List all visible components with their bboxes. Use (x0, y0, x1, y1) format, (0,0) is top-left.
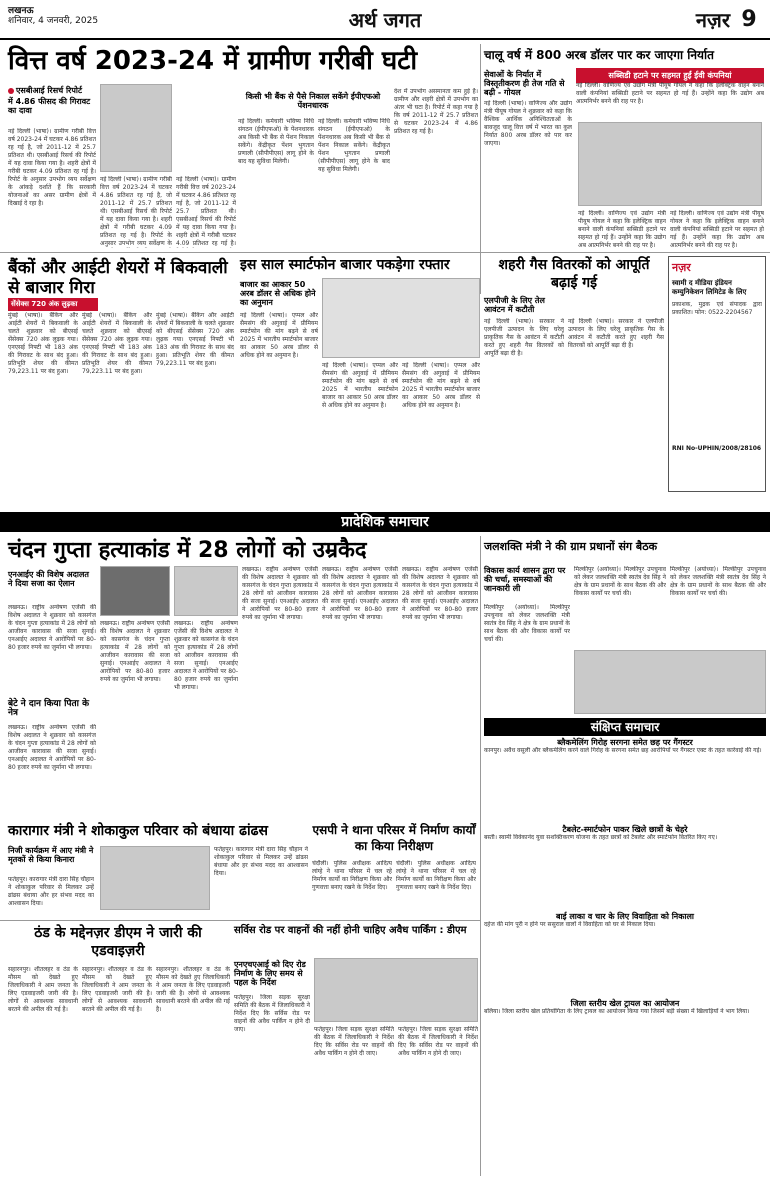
murder-text: लखनऊ। राष्ट्रीय अन्वेषण एजेंसी की विशेष अदालत ने शुक्रवार को कासगंज के चंदन गुप्ता हत्याकांड में 28 लोगों को आजीवन कारावास की सजा सुनाई। एनआईए अदालत ने आरोपियों पर 80-80 हजार रुपये का जुर्माना भी लगाया। (8, 604, 96, 651)
brief-list (484, 738, 766, 1176)
stocks-kicker: सेंसेक्स 720 अंक लुढ़का (8, 298, 98, 311)
bullet-icon (8, 88, 14, 94)
brief-item-headline: जिला स्तरीय खेल ट्रायल का आयोजन (570, 999, 680, 1008)
stocks-text-col2: मुंबई (भाषा)। बैंकिंग और आईटी शेयरों में बिकवाली के चलते शुक्रवार को बीएसई सेंसेक्स 720 अंक लुढ़क गया। एनएसई निफ्टी भी 183 अंक की गिरावट के साथ बंद हुआ। प्रतिभूति शेयर की कीमत 79,223.11 पर बंद हुआ। (82, 312, 152, 375)
murder-text-b: लखनऊ। राष्ट्रीय अन्वेषण एजेंसी की विशेष अदालत ने शुक्रवार को कासगंज के चंदन गुप्ता हत्याकांड में 28 लोगों को आजीवन कारावास की सजा सुनाई। एनआईए अदालत ने आरोपियों पर 80-80 हजार रुपये का जुर्माना भी लगाया। (8, 724, 96, 771)
minister-photo (578, 122, 762, 206)
gas-text: नई दिल्ली (भाषा)। सरकार ने एलपीजी उत्पादन के लिए घरेलू प्राकृतिक गैस के आवंटन में कटौती करते हुए शहरी गैस वितरकों को आपूर्ति बढ़ा दी है। (484, 318, 564, 357)
brief-item (484, 738, 766, 821)
parking-text: फतेहपुर। जिला सड़क सुरक्षा समिति की बैठक में जिलाधिकारी ने निर्देश दिए कि सर्विस रोड पर वाहनों की अवैध पार्किंग न होने दी जाए। (234, 994, 310, 1033)
main-story-text-col3: नई दिल्ली (भाषा)। ग्रामीण गरीबी वित्त वर्ष 2023-24 में घटकर 4.86 प्रतिशत रह गई है, जो 2011-12 में 25.7 प्रतिशत थी। एसबीआई रिसर्च की रिपोर्ट में यह दावा किया गया है। शहरी क्षेत्रों में गरीबी घटकर 4.09 प्रतिशत रह गई है। (176, 176, 236, 247)
main-story-text-col2: नई दिल्ली (भाषा)। ग्रामीण गरीबी वित्त वर्ष 2023-24 में घटकर 4.86 प्रतिशत रह गई है, जो 2011-12 में 25.7 प्रतिशत थी। एसबीआई रिसर्च की रिपोर्ट में यह दावा किया गया है। शहरी क्षेत्रों में गरीबी घटकर 4.09 प्रतिशत रह गई है। रिपोर्ट के अनुसार उपभोग व्यय सर्वेक्षण के (100, 176, 172, 247)
jail-photo (100, 846, 210, 910)
murder-text-col6: लखनऊ। राष्ट्रीय अन्वेषण एजेंसी की विशेष अदालत ने शुक्रवार को कासगंज के चंदन गुप्ता हत्याकांड में 28 लोगों को आजीवन कारावास की सजा सुनाई। एनआईए अदालत ने आरोपियों पर 80-80 हजार रुपये का जुर्माना भी लगाया। (402, 566, 478, 621)
minister-text-col3: मिल्कीपुर (अयोध्या)। मिल्कीपुर उपचुनाव को लेकर जलशक्ति मंत्री स्वतंत्र देव सिंह ने क्षेत्र के ग्राम प्रधानों के साथ बैठक की और विकास कार्यों पर चर्चा की। (670, 566, 766, 597)
column-divider (480, 536, 481, 1176)
bank-text: नई दिल्ली। कर्मचारी भविष्य निधि संगठन (ईपीएफओ) के पेंशनधारक अब किसी भी बैंक से पेंशन निकाल सकेंगे। केंद्रीकृत पेंशन भुगतान प्रणाली (सीपीपीएस) लागू होने के बाद यह सुविधा मिलेगी। (238, 118, 314, 165)
minister-kicker: विकास कार्य शासन द्वारा पर की चर्चा, समस्याओं की जानकारी ली (484, 566, 566, 593)
jail-headline: कारागार मंत्री ने शोकाकुल परिवार को बंधाया ढांढस (8, 823, 268, 839)
subsidy-headline: सब्सिडी हटाने पर सहमत हुईं ईवी कंपनियां (576, 68, 764, 83)
imprint-reg: RNI No-UPHIN/2008/28106 (672, 445, 762, 452)
regional-section-bar: प्रादेशिक समाचार (0, 512, 770, 532)
brief-item-text: दहेज की मांग पूरी न होने पर ससुराल वालों ने विवाहिता को घर से निकाल दिया। (484, 921, 656, 928)
export-headline: चालू वर्ष में 800 अरब डॉलर पार कर जाएगा निर्यात (484, 48, 714, 62)
smartphone-text-col3: नई दिल्ली (भाषा)। एप्पल और सैमसंग की अगुवाई में प्रीमियम स्मार्टफोन की मांग बढ़ने से वर्ष 2025 में भारतीय स्मार्टफोन बाजार का आकार 50 अरब डॉलर से अधिक होने का अनुमान है। (402, 362, 480, 409)
murder-text-col3: लखनऊ। राष्ट्रीय अन्वेषण एजेंसी की विशेष अदालत ने शुक्रवार को कासगंज के चंदन गुप्ता हत्याकांड में 28 लोगों को आजीवन कारावास की सजा सुनाई। एनआईए अदालत ने आरोपियों पर 80-80 हजार रुपये का जुर्माना भी लगाया। (174, 620, 238, 691)
minister-text-col2: मिल्कीपुर (अयोध्या)। मिल्कीपुर उपचुनाव को लेकर जलशक्ति मंत्री स्वतंत्र देव सिंह ने क्षेत्र के ग्राम प्रधानों के साथ बैठक की और विकास कार्यों पर चर्चा की। (574, 566, 666, 597)
parking-text-col2: फतेहपुर। जिला सड़क सुरक्षा समिति की बैठक में जिलाधिकारी ने निर्देश दिए कि सर्विस रोड पर वाहनों की अवैध पार्किंग न होने दी जाए। (314, 1026, 394, 1057)
stocks-text: मुंबई (भाषा)। बैंकिंग और आईटी शेयरों में बिकवाली के चलते शुक्रवार को बीएसई सेंसेक्स 720 अंक लुढ़क गया। एनएसई निफ्टी भी 183 अंक की गिरावट के साथ बंद हुआ। प्रतिभूति शेयर की कीमत 79,223.11 पर बंद हुआ। (8, 312, 78, 375)
main-kicker (8, 86, 98, 115)
imprint-title: स्वामी द मीडिया इंडियन कम्युनिकेशन लिमिटेड के लिए (672, 279, 747, 296)
parking-text-col3: फतेहपुर। जिला सड़क सुरक्षा समिति की बैठक में जिलाधिकारी ने निर्देश दिए कि सर्विस रोड पर वाहनों की अवैध पार्किंग न होने दी जाए। (398, 1026, 478, 1057)
main-kicker-text: एसबीआई रिसर्च रिपोर्ट (16, 86, 82, 95)
main-kicker-sub: में 4.86 फीसद की गिरावट का दावा (8, 97, 91, 115)
subsidy-text: नई दिल्ली। वाणिज्य एवं उद्योग मंत्री पीयूष गोयल ने कहा कि इलेक्ट्रिक वाहन बनाने वाली कंपनियां सब्सिडी हटाने पर सहमत हो गई हैं। उन्होंने कहा कि उद्योग अब आत्मनिर्भर बनने की राह पर है। (576, 82, 764, 105)
masthead-rule (0, 38, 770, 40)
brief-item-headline: ब्लैकमेलिंग गिरोह सरगना समेत छह पर गैंगस्टर (557, 738, 693, 747)
stocks-text-col3: मुंबई (भाषा)। बैंकिंग और आईटी शेयरों में बिकवाली के चलते शुक्रवार को बीएसई सेंसेक्स 720 अंक लुढ़क गया। एनएसई निफ्टी भी 183 अंक की गिरावट के साथ बंद हुआ। प्रतिभूति शेयर की कीमत 79,223.11 पर बंद हुआ। (156, 312, 234, 367)
brief-item-text: बलिया। जिला स्तरीय खेल प्रतियोगिता के लिए ट्रायल का आयोजन किया गया जिसमें बड़ी संख्या में खिलाड़ियों ने भाग लिया। (484, 1008, 750, 1015)
smartphone-headline: इस साल स्मार्टफोन बाजार पकड़ेगा रफ्तार (240, 257, 450, 273)
cold-text-col2: सहारनपुर। शीतलहर व ठंड के मौसम को देखते हुए जिलाधिकारी ने आम जनता के लिए एडवाइजरी जारी की है। लोगों से आवश्यक सावधानी बरतने की अपील की गई है। (82, 966, 152, 1013)
row-divider (0, 252, 770, 253)
gas-text-col2: नई दिल्ली (भाषा)। सरकार ने एलपीजी उत्पादन के लिए घरेलू प्राकृतिक गैस के आवंटन में कटौती करते हुए शहरी गैस वितरकों को आपूर्ति बढ़ा दी है। (568, 318, 664, 349)
masthead-date: शनिवार, 4 जनवरी, 2025 (8, 16, 99, 26)
section-title: अर्थ जगत (348, 7, 422, 32)
parking-headline: सर्विस रोड पर वाहनों की नहीं होनी चाहिए अवैध पार्किंग : डीएम (234, 925, 467, 936)
bank-text-col2: नई दिल्ली। कर्मचारी भविष्य निधि संगठन (ईपीएफओ) के पेंशनधारक अब किसी भी बैंक से पेंशन निकाल सकेंगे। केंद्रीकृत पेंशन भुगतान प्रणाली (सीपीपीएस) लागू होने के बाद यह सुविधा मिलेगी। (318, 118, 390, 173)
imprint-text: प्रकाशक, मुद्रक एवं संपादक द्वारा प्रकाशित। फोन: 0522-2204567 (672, 301, 762, 316)
imprint-box (668, 256, 766, 492)
jail-kicker: निजी कार्यक्रम में आए मंत्री ने मृतकों से किया किनारा (8, 846, 94, 864)
sp-text: चंदौली। पुलिस अधीक्षक आदित्य लांग्हे ने थाना परिसर में चल रहे निर्माण कार्यों का निरीक्षण किया और गुणवत्ता बनाए रखने के निर्देश दिए। (312, 860, 392, 891)
murder-text-col5: लखनऊ। राष्ट्रीय अन्वेषण एजेंसी की विशेष अदालत ने शुक्रवार को कासगंज के चंदन गुप्ता हत्याकांड में 28 लोगों को आजीवन कारावास की सजा सुनाई। एनआईए अदालत ने आरोपियों पर 80-80 हजार रुपये का जुर्माना भी लगाया। (322, 566, 398, 621)
rural-text: देश में उपभोग असमानता कम हुई है। ग्रामीण और शहरी क्षेत्रों में उपभोग का अंतर भी घटा है। रिपोर्ट में कहा गया है कि वर्ष 2011-12 में 25.7 प्रतिशत से घटकर 2023-24 में 4.86 प्रतिशत रह गई है। (394, 88, 478, 135)
parking-photo (314, 958, 478, 1022)
main-story-text: नई दिल्ली (भाषा)। ग्रामीण गरीबी वित्त वर्ष 2023-24 में घटकर 4.86 प्रतिशत रह गई है, जो 2011-12 में 25.7 प्रतिशत थी। एसबीआई रिसर्च की रिपोर्ट में यह दावा किया गया है। शहरी क्षेत्रों में गरीबी घटकर 4.09 प्रतिशत रह गई है। रिपोर्ट के अनुसार उपभोग व्यय सर्वेक्षण के आंकड़े दर्शाते हैं कि सरकारी योजनाओं का असर ग्रामीण क्षेत्रों में दिखाई दे रहा है। (8, 128, 96, 207)
murder-kicker: एनआईए की विशेष अदालत ने दिया सजा का ऐलान (8, 570, 89, 588)
brief-item-text: बस्ती। स्वामी विवेकानंद युवा सशक्तिकरण योजना के तहत छात्रों को टैबलेट और स्मार्टफोन वितरित किए गए। (484, 834, 718, 841)
smartphone-kicker: बाजार का आकार 50 अरब डॉलर से अधिक होने का अनुमान (240, 280, 316, 307)
stocks-headline: बैंकों और आईटी शेयरों में बिकवाली से बाजार गिरा (8, 258, 228, 298)
main-headline: वित्त वर्ष 2023-24 में ग्रामीण गरीबी घटी (8, 46, 418, 76)
murder-text-col2: लखनऊ। राष्ट्रीय अन्वेषण एजेंसी की विशेष अदालत ने शुक्रवार को कासगंज के चंदन गुप्ता हत्याकांड में 28 लोगों को आजीवन कारावास की सजा सुनाई। एनआईए अदालत ने आरोपियों पर 80-80 हजार रुपये का जुर्माना भी लगाया। (100, 620, 170, 683)
masthead-city: लखनऊ (8, 6, 34, 16)
cold-headline: ठंड के मद्देनज़र डीएम ने जारी की एडवाइज़री (34, 925, 202, 959)
page-number: 9 (741, 6, 757, 32)
murder-text-col4: लखनऊ। राष्ट्रीय अन्वेषण एजेंसी की विशेष अदालत ने शुक्रवार को कासगंज के चंदन गुप्ता हत्याकांड में 28 लोगों को आजीवन कारावास की सजा सुनाई। एनआईए अदालत ने आरोपियों पर 80-80 हजार रुपये का जुर्माना भी लगाया। (242, 566, 318, 621)
farmer-photo (100, 84, 172, 172)
brief-item-text: कानपुर। अवैध वसूली और ब्लैकमेलिंग करने वाले गिरोह के सरगना समेत छह आरोपियों पर गैंगस्टर एक्ट के तहत कार्रवाई की गई। (484, 747, 762, 754)
brief-item (484, 999, 766, 1082)
cold-text: सहारनपुर। शीतलहर व ठंड के मौसम को देखते हुए जिलाधिकारी ने आम जनता के लिए एडवाइजरी जारी की है। लोगों से आवश्यक सावधानी बरतने की अपील की गई है। (8, 966, 78, 1013)
court-photo (174, 566, 238, 616)
smartphone-photo (322, 278, 480, 358)
export-kicker: सेवाओं के निर्यात में विस्तृतीकरण ही तेज गति से बढ़ी - गोयल (484, 70, 565, 97)
gas-headline: शहरी गैस वितरकों को आपूर्ति बढ़ाई गई (498, 257, 650, 291)
jail-text: फतेहपुर। कारागार मंत्री दारा सिंह चौहान ने शोकाकुल परिवार से मिलकर उन्हें ढांढस बंधाया और हर संभव मदद का आश्वासन दिया। (8, 876, 94, 907)
victim-photo (100, 566, 170, 616)
imprint-brand: नज़र (672, 261, 691, 274)
brief-item (484, 825, 766, 908)
sp-text-col2: चंदौली। पुलिस अधीक्षक आदित्य लांग्हे ने थाना परिसर में चल रहे निर्माण कार्यों का निरीक्षण किया और गुणवत्ता बनाए रखने के निर्देश दिए। (396, 860, 476, 891)
minister-headline: जलशक्ति मंत्री ने की ग्राम प्रधानों संग बैठक (484, 540, 658, 553)
murder-subhead: बेटे ने दान किया पिता के नेत्र (8, 699, 90, 718)
cold-text-col3: सहारनपुर। शीतलहर व ठंड के मौसम को देखते हुए जिलाधिकारी ने आम जनता के लिए एडवाइजरी जारी की है। लोगों से आवश्यक सावधानी बरतने की अपील की गई है। (156, 966, 230, 1013)
smartphone-text: नई दिल्ली (भाषा)। एप्पल और सैमसंग की अगुवाई में प्रीमियम स्मार्टफोन की मांग बढ़ने से वर्ष 2025 में भारतीय स्मार्टफोन बाजार का आकार 50 अरब डॉलर से अधिक होने का अनुमान है। (240, 312, 318, 359)
row-divider (0, 920, 480, 921)
brief-item-headline: बाई लाका व चार के लिए विवाहिता को निकाला (556, 912, 694, 921)
brand-logo (620, 2, 730, 36)
smartphone-text-col2: नई दिल्ली (भाषा)। एप्पल और सैमसंग की अगुवाई में प्रीमियम स्मार्टफोन की मांग बढ़ने से वर्ष 2025 में भारतीय स्मार्टफोन बाजार का आकार 50 अरब डॉलर से अधिक होने का अनुमान है। (322, 362, 398, 409)
meeting-photo (574, 650, 766, 714)
minister-text: मिल्कीपुर (अयोध्या)। मिल्कीपुर उपचुनाव को लेकर जलशक्ति मंत्री स्वतंत्र देव सिंह ने क्षेत्र के ग्राम प्रधानों के साथ बैठक की और विकास कार्यों पर चर्चा की। (484, 604, 570, 643)
brief-title: संक्षिप्त समाचार (484, 718, 766, 736)
masthead-dateline (8, 6, 98, 26)
bank-headline: किसी भी बैंक से पैसे निकाल सकेंगे ईपीएफओ पेंशनधारक (245, 92, 381, 110)
murder-headline: चंदन गुप्ता हत्याकांड में 28 लोगों को उम्रकैद (8, 538, 367, 563)
subsidy-text-col3: नई दिल्ली। वाणिज्य एवं उद्योग मंत्री पीयूष गोयल ने कहा कि इलेक्ट्रिक वाहन बनाने वाली कंपनियां सब्सिडी हटाने पर सहमत हो गई हैं। उन्होंने कहा कि उद्योग अब आत्मनिर्भर बनने की राह पर है। (670, 210, 764, 248)
parking-kicker: एनएचएआई को दिए रोड निर्माण के लिए समय से पहल के निर्देश (234, 960, 306, 987)
gas-kicker: एलपीजी के लिए तेल आवंटन में कटौती (484, 296, 545, 314)
sp-headline: एसपी ने थाना परिसर में निर्माण कार्यों का किया निरीक्षण (312, 823, 476, 853)
jail-text-col2: फतेहपुर। कारागार मंत्री दारा सिंह चौहान ने शोकाकुल परिवार से मिलकर उन्हें ढांढस बंधाया और हर संभव मदद का आश्वासन दिया। (214, 846, 308, 877)
brief-item-headline: टैबलेट-स्मार्टफोन पाकर खिले छात्रों के चेहरे (562, 825, 688, 834)
brief-item (484, 912, 766, 995)
export-text: नई दिल्ली (भाषा)। वाणिज्य और उद्योग मंत्री पीयूष गोयल ने शुक्रवार को कहा कि वैश्विक आर्थिक अनिश्चितताओं के बावजूद चालू वित्त वर्ष में भारत का कुल निर्यात 800 अरब डॉलर को पार कर जाएगा। (484, 100, 572, 147)
brand-name: नज़र (695, 7, 730, 32)
subsidy-text-col2: नई दिल्ली। वाणिज्य एवं उद्योग मंत्री पीयूष गोयल ने कहा कि इलेक्ट्रिक वाहन बनाने वाली कंपनियां सब्सिडी हटाने पर सहमत हो गई हैं। उन्होंने कहा कि उद्योग अब आत्मनिर्भर बनने की राह पर है। (578, 210, 666, 248)
